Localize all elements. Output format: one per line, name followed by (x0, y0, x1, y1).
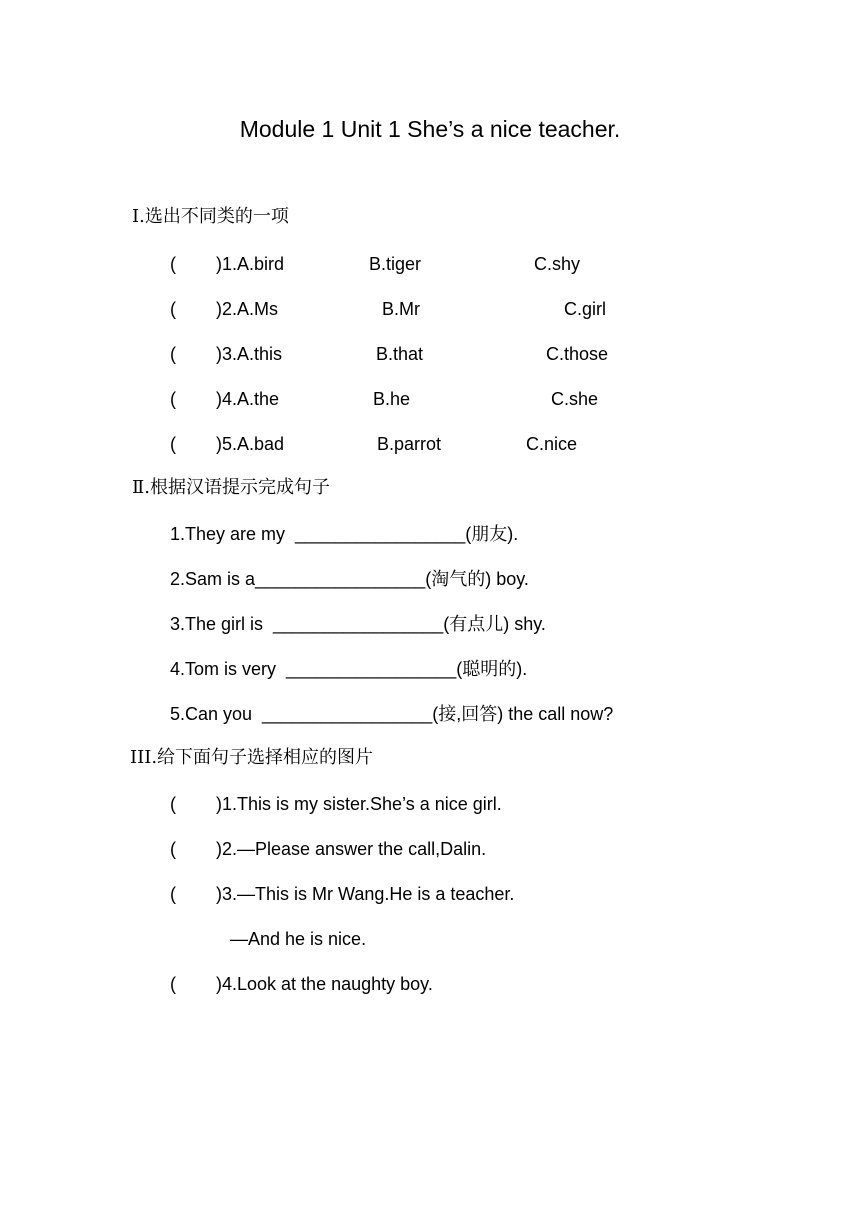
answer-paren: ( (170, 794, 176, 814)
answer-paren: ( (170, 344, 176, 364)
answer-paren: ( (170, 839, 176, 859)
option-a: )5.A.bad (216, 434, 285, 454)
fill-blank-sentence: 2.Sam is a_________________(淘气的) boy. (170, 569, 529, 589)
option-b: B.Mr (382, 299, 420, 319)
section-1-heading: Ⅰ.选出不同类的一项 (132, 206, 289, 227)
fill-blank-sentence: 5.Can you _________________(接,回答) the call now? (170, 704, 614, 724)
option-c: C.those (546, 344, 609, 364)
sentence-text: )2.—Please answer the call,Dalin. (216, 839, 487, 859)
page-title: Module 1 Unit 1 She’s a nice teacher. (239, 116, 621, 142)
option-c: C.girl (564, 299, 607, 319)
fill-blank-sentence: 1.They are my _________________(朋友). (170, 524, 519, 544)
fill-blank-sentence: 4.Tom is very _________________(聪明的). (170, 659, 528, 679)
option-b: B.parrot (377, 434, 442, 454)
option-a: )2.A.Ms (216, 299, 279, 319)
answer-paren: ( (170, 254, 176, 274)
answer-paren: ( (170, 434, 176, 454)
answer-paren: ( (170, 974, 176, 994)
sentence-text: )4.Look at the naughty boy. (216, 974, 433, 994)
option-a: )4.A.the (216, 389, 280, 409)
option-b: B.he (373, 389, 411, 409)
option-c: C.shy (534, 254, 581, 274)
option-a: )3.A.this (216, 344, 283, 364)
sentence-text: )1.This is my sister.She’s a nice girl. (216, 794, 502, 814)
section-2-heading: Ⅱ.根据汉语提示完成句子 (132, 477, 330, 498)
answer-paren: ( (170, 389, 176, 409)
option-c: C.she (551, 389, 599, 409)
sentence-text: )3.—This is Mr Wang.He is a teacher. (216, 884, 515, 904)
fill-blank-sentence: 3.The girl is _________________(有点儿) shy. (170, 614, 546, 634)
option-b: B.tiger (369, 254, 422, 274)
option-a: )1.A.bird (216, 254, 285, 274)
sentence-text: —And he is nice. (230, 929, 367, 949)
option-c: C.nice (526, 434, 578, 454)
answer-paren: ( (170, 884, 176, 904)
answer-paren: ( (170, 299, 176, 319)
option-b: B.that (376, 344, 424, 364)
section-3-heading: III.给下面句子选择相应的图片 (130, 747, 374, 768)
